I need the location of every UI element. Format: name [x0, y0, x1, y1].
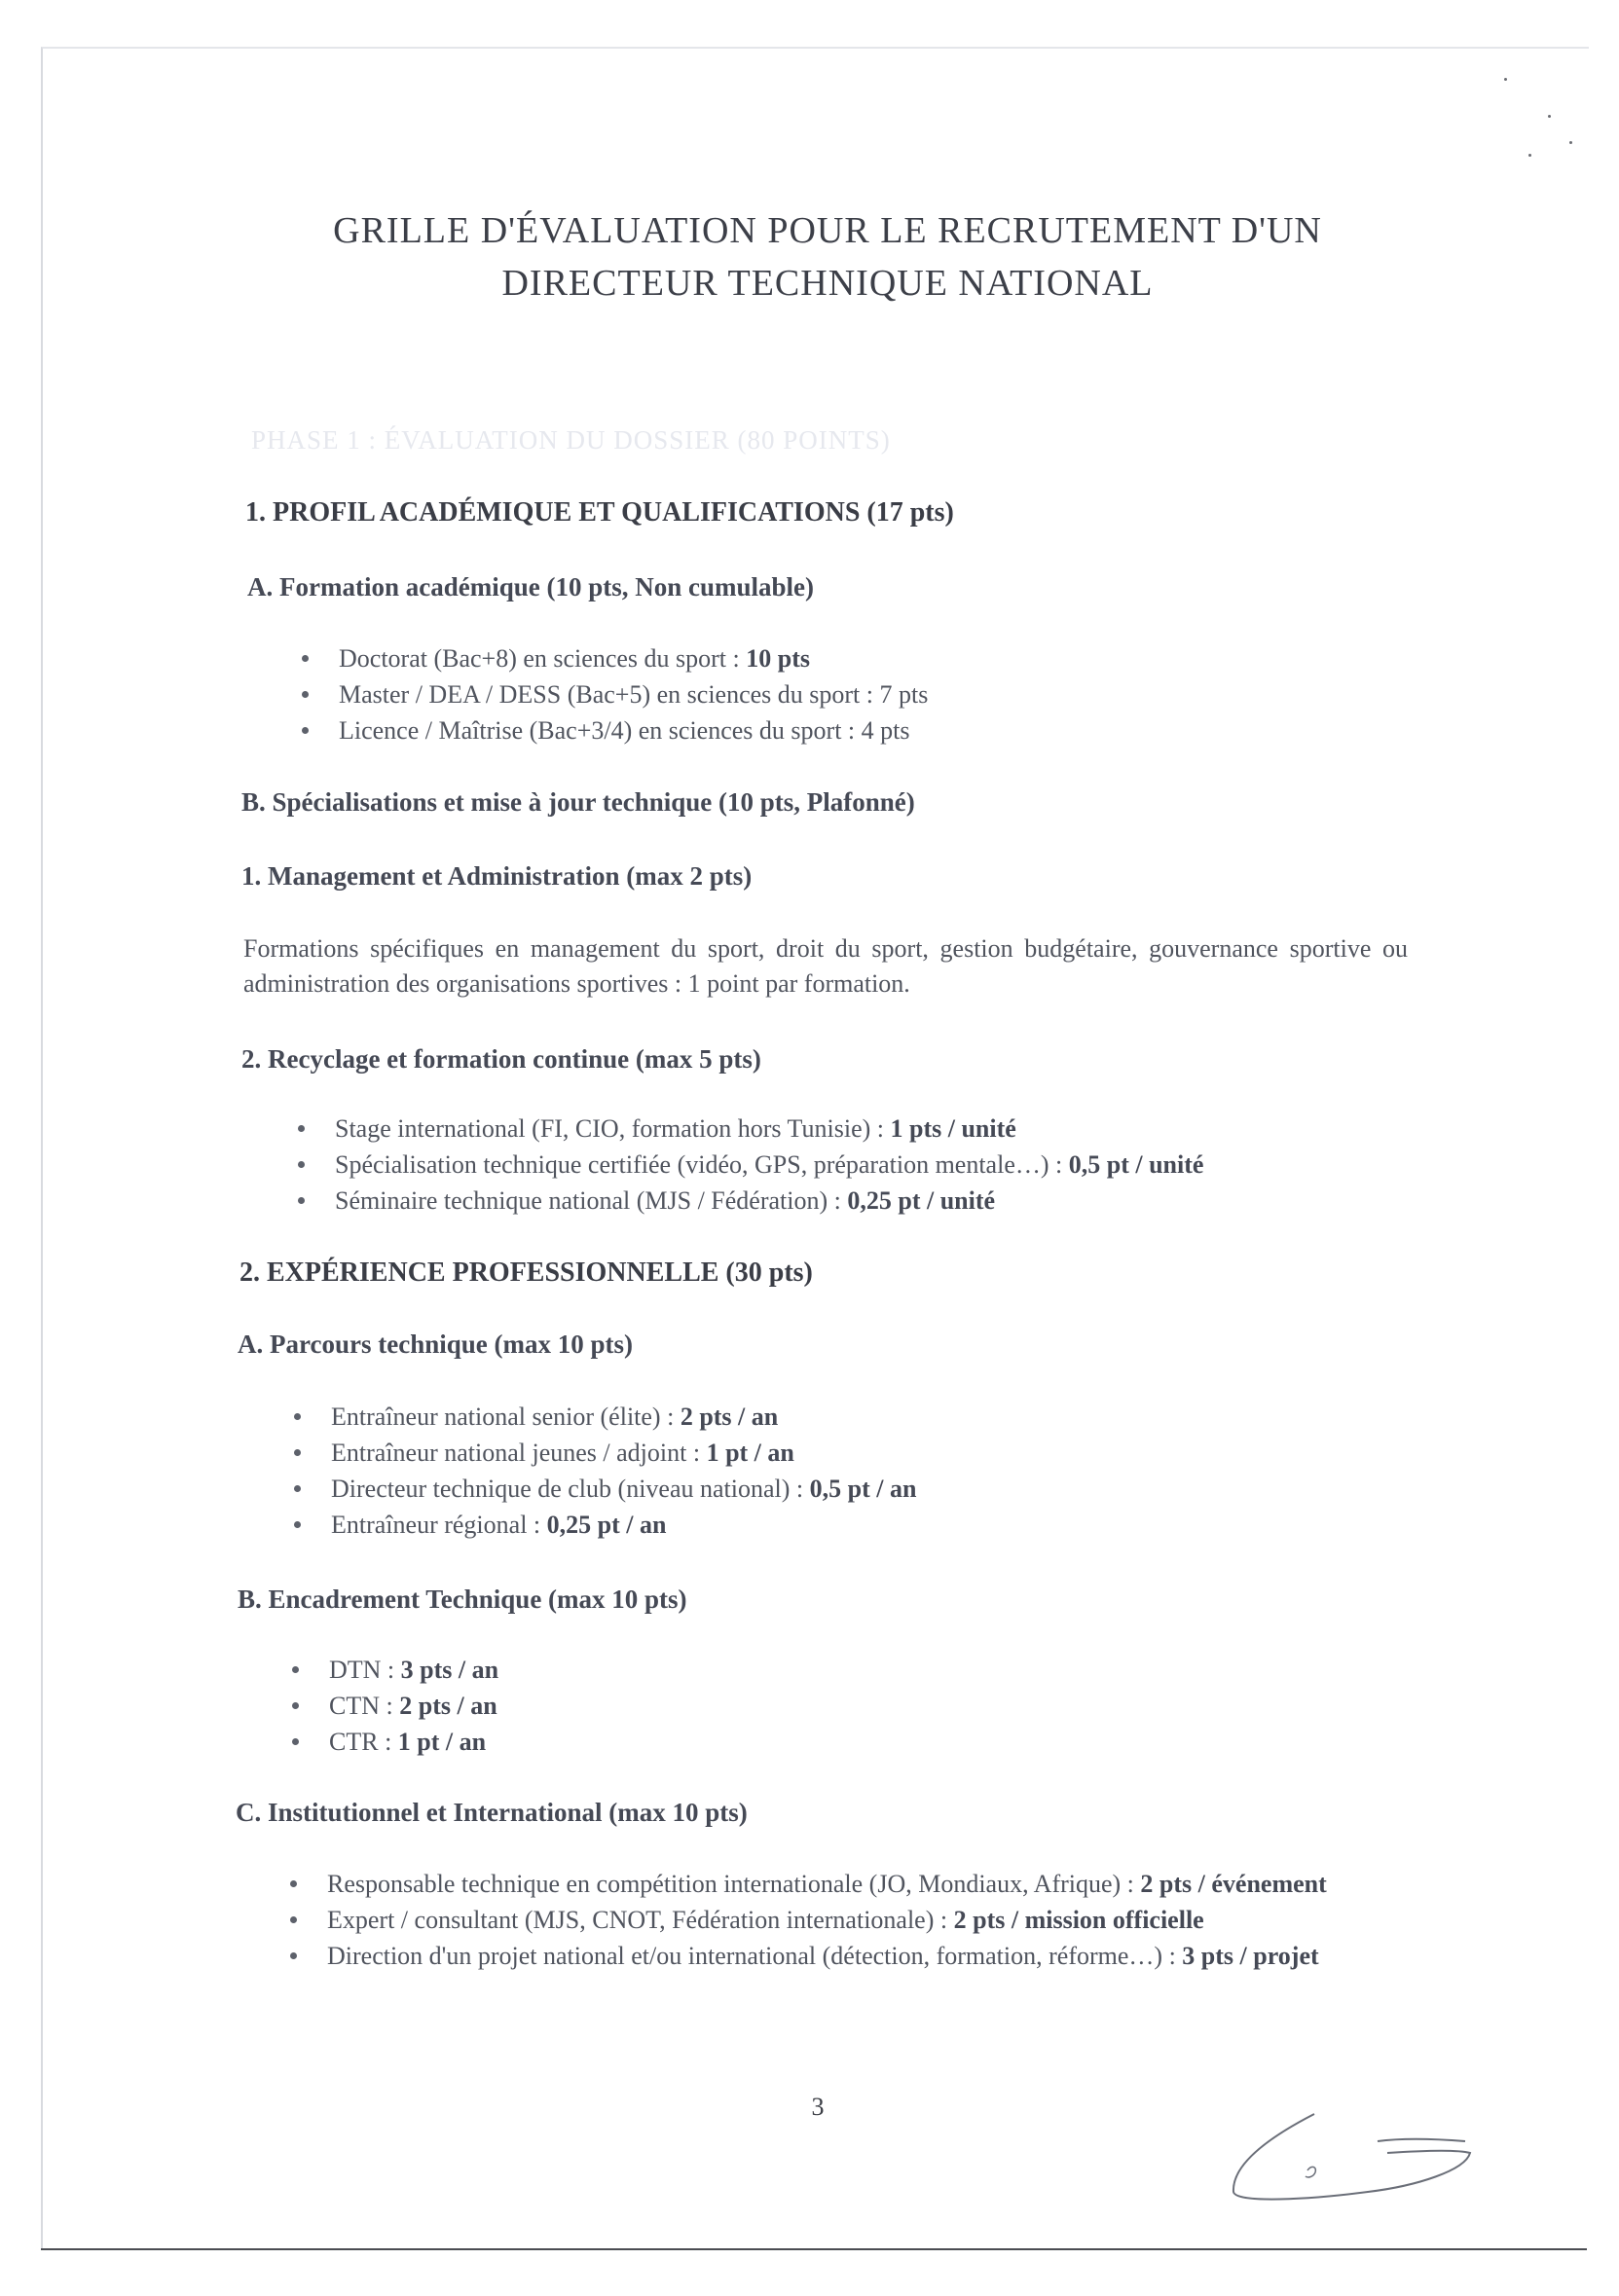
item-points: 2 pts / an [680, 1403, 779, 1431]
item-points: 3 pts / an [400, 1656, 499, 1684]
item-text: Spécialisation technique certifiée (vidéo, GPS, préparation mentale…) : [335, 1150, 1069, 1179]
bullet-icon [294, 1521, 301, 1528]
bullet-icon [302, 655, 309, 662]
section-2-heading: 2. EXPÉRIENCE PROFESSIONNELLE (30 pts) [239, 1257, 813, 1288]
bullet-icon [298, 1197, 305, 1204]
section-1b1-heading: 1. Management et Administration (max 2 pts) [241, 861, 753, 891]
list-item [327, 1866, 1408, 1902]
item-points: 2 pts / mission officielle [953, 1906, 1204, 1934]
bullet-icon [290, 1952, 297, 1959]
section-1-heading: 1. PROFIL ACADÉMIQUE ET QUALIFICATIONS (17 pts) [245, 497, 954, 528]
signature-icon [1222, 2102, 1485, 2209]
section-1a-heading: A. Formation académique (10 pts, Non cumulable) [247, 572, 814, 601]
list-item [339, 712, 928, 748]
item-text: CTN : [329, 1692, 400, 1720]
item-text: Séminaire technique national (MJS / Fédération) : [335, 1186, 848, 1215]
list-item [335, 1147, 1203, 1183]
item-text: Entraîneur régional : [331, 1511, 547, 1539]
item-points: 0,25 pt / an [546, 1511, 667, 1539]
section-1a-list [339, 640, 928, 748]
bullet-icon [294, 1485, 301, 1492]
scan-speck [1548, 115, 1551, 118]
scan-speck [1504, 78, 1507, 81]
list-item [339, 640, 928, 676]
bullet-icon [302, 727, 309, 734]
section-1b2-heading: 2. Recyclage et formation continue (max 5 pts) [241, 1044, 761, 1074]
section-1b2-list [335, 1111, 1203, 1219]
item-text: Licence / Maîtrise (Bac+3/4) en sciences du sport : 4 pts [339, 716, 910, 745]
item-points: 0,25 pt / unité [847, 1186, 996, 1215]
document-title [195, 204, 1460, 310]
list-item [329, 1724, 498, 1760]
title-line-1: GRILLE D'ÉVALUATION POUR LE RECRUTEMENT D'UN [333, 210, 1322, 251]
bullet-icon [290, 1916, 297, 1923]
item-text: Master / DEA / DESS (Bac+5) en sciences du sport : 7 pts [339, 680, 929, 709]
section-2b-list [329, 1652, 498, 1760]
bullet-icon [292, 1738, 299, 1745]
item-points: 1 pt / an [397, 1728, 487, 1756]
title-line-2: DIRECTEUR TECHNIQUE NATIONAL [501, 263, 1154, 304]
item-text: Direction d'un projet national et/ou international (détection, formation, réforme…) : [327, 1942, 1183, 1970]
list-item [335, 1111, 1203, 1147]
item-text: Doctorat (Bac+8) en sciences du sport : [339, 644, 747, 673]
section-1b-heading: B. Spécialisations et mise à jour technique (10 pts, Plafonné) [241, 787, 915, 817]
item-text: Stage international (FI, CIO, formation hors Tunisie) : [335, 1114, 891, 1143]
list-item [327, 1938, 1408, 1974]
item-text: CTR : [329, 1728, 398, 1756]
bullet-icon [292, 1702, 299, 1709]
item-text: DTN : [329, 1656, 401, 1684]
item-text: Entraîneur national jeunes / adjoint : [331, 1439, 707, 1467]
list-item [329, 1688, 498, 1724]
item-points: 0,5 pt / unité [1068, 1150, 1204, 1179]
phase-label: PHASE 1 : ÉVALUATION DU DOSSIER (80 POINTS) [251, 425, 891, 455]
list-item [331, 1399, 916, 1435]
bullet-icon [298, 1125, 305, 1132]
section-2c-heading: C. Institutionnel et International (max 10 pts) [236, 1798, 748, 1827]
list-item [331, 1471, 916, 1507]
list-item [331, 1435, 916, 1471]
list-item [329, 1652, 498, 1688]
list-item [335, 1183, 1203, 1219]
bullet-icon [294, 1449, 301, 1456]
item-points: 2 pts / an [399, 1692, 497, 1720]
section-2a-heading: A. Parcours technique (max 10 pts) [238, 1330, 633, 1359]
section-1b1-paragraph: Formations spécifiques en management du sport, droit du sport, gestion budgétaire, gouvernance sportive ou administration des organisations sportives : 1 point par formation. [243, 934, 1408, 998]
item-points: 1 pts / unité [890, 1114, 1016, 1143]
item-points: 0,5 pt / an [809, 1475, 917, 1503]
item-points: 10 pts [746, 644, 810, 673]
list-item [339, 676, 928, 712]
item-points: 3 pts / projet [1182, 1942, 1319, 1970]
bullet-icon [302, 691, 309, 698]
section-2a-list [331, 1399, 916, 1543]
item-points: 1 pt / an [706, 1439, 794, 1467]
item-points: 2 pts / événement [1140, 1870, 1327, 1898]
scan-speck [1569, 141, 1572, 144]
bottom-rule [41, 2248, 1587, 2250]
list-item [331, 1507, 916, 1543]
bullet-icon [298, 1161, 305, 1168]
item-text: Expert / consultant (MJS, CNOT, Fédération internationale) : [327, 1906, 954, 1934]
item-text: Directeur technique de club (niveau national) : [331, 1475, 810, 1503]
scan-speck [1528, 154, 1531, 157]
section-2b-heading: B. Encadrement Technique (max 10 pts) [238, 1585, 687, 1614]
page-number: 3 [811, 2093, 825, 2121]
item-text: Responsable technique en compétition internationale (JO, Mondiaux, Afrique) : [327, 1870, 1141, 1898]
bullet-icon [294, 1413, 301, 1420]
list-item [327, 1902, 1408, 1938]
bullet-icon [292, 1666, 299, 1673]
bullet-icon [290, 1880, 297, 1887]
section-2c-list [327, 1866, 1408, 1974]
item-text: Entraîneur national senior (élite) : [331, 1403, 681, 1431]
